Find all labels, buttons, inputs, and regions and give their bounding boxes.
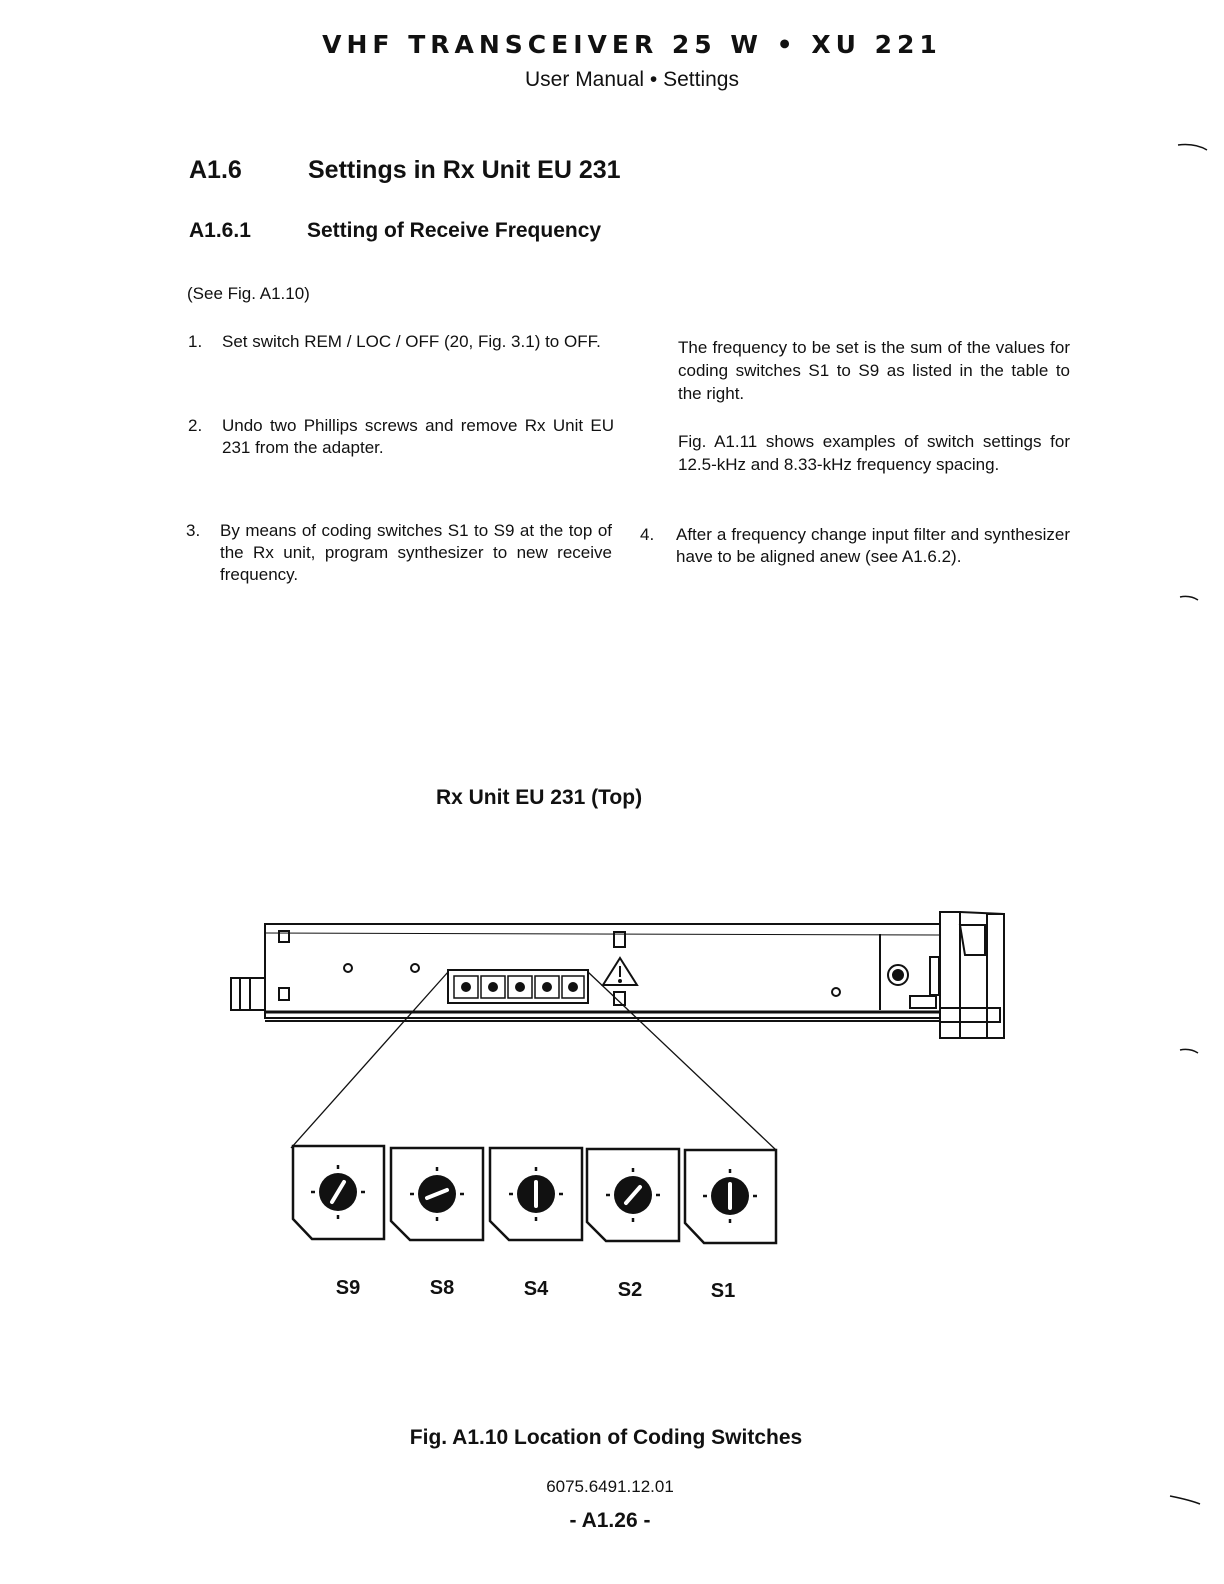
switch-label-s9: S9 [335, 1277, 361, 1299]
step-text: Undo two Phillips screws and remove Rx Unit EU 231 from the adapter. [222, 416, 614, 457]
step-number: 3. [186, 521, 201, 540]
figure-title: Rx Unit EU 231 (Top) [435, 786, 643, 809]
document-subtitle: User Manual • Settings [525, 68, 739, 91]
mounting-hole [344, 964, 352, 972]
unit-housing-outline [265, 924, 940, 1018]
switch-label-s8: S8 [429, 1277, 455, 1299]
right-paragraph-1: The frequency to be set is the sum of the values for coding switches S1 to S9 as listed in the table to the right. [678, 338, 1070, 403]
page-number: - A1.26 - [569, 1509, 651, 1532]
figure-caption: Fig. A1.10 Location of Coding Switches [409, 1426, 803, 1449]
step-number: 4. [640, 525, 655, 544]
step-text: By means of coding switches S1 to S9 at the top of the Rx unit, program synthesizer to new receive frequency. [220, 521, 612, 584]
switch-label-s1: S1 [710, 1280, 736, 1302]
document-title: VHF TRANSCEIVER 25 W • XU 221 [322, 30, 942, 59]
section-number: A1.6 [189, 156, 242, 184]
switch-label-s4: S4 [523, 1278, 549, 1300]
subsection-number: A1.6.1 [189, 219, 251, 242]
step-text: After a frequency change input filter and synthesizer have to be aligned anew (see A1.6.2). [676, 525, 1070, 566]
front-panel [940, 912, 960, 1038]
document-number: 6075.6491.12.01 [546, 1477, 674, 1496]
right-paragraph-2: Fig. A1.11 shows examples of switch settings for 12.5-kHz and 8.33-kHz frequency spacing. [678, 432, 1070, 474]
step-number: 2. [188, 416, 203, 435]
subsection-title: Setting of Receive Frequency [307, 219, 602, 242]
switch-label-s2: S2 [617, 1279, 643, 1301]
mounting-hole [832, 988, 840, 996]
section-title: Settings in Rx Unit EU 231 [308, 156, 621, 184]
left-connector [231, 978, 265, 1010]
step-text: Set switch REM / LOC / OFF (20, Fig. 3.1) to OFF. [222, 332, 601, 351]
step-number: 1. [188, 332, 203, 351]
mounting-hole [411, 964, 419, 972]
see-figure-reference: (See Fig. A1.10) [187, 284, 310, 303]
